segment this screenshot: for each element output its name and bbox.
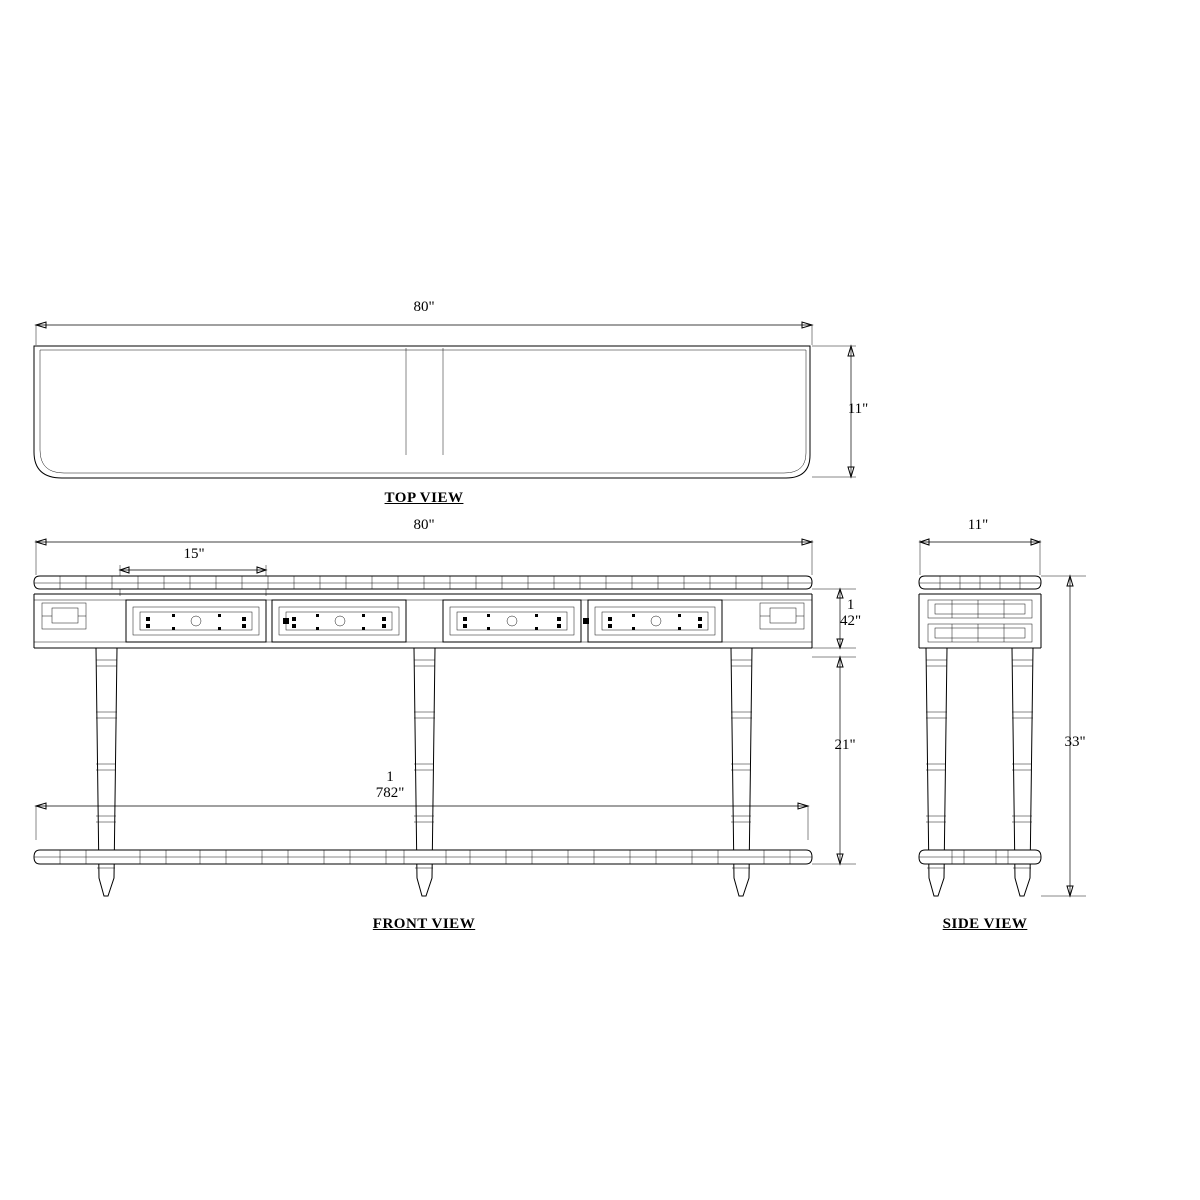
dim-shelf-height: 21" xyxy=(834,737,856,753)
label-front-view: FRONT VIEW xyxy=(372,916,476,932)
front-view-geometry xyxy=(34,539,856,896)
dim-stretcher-span: 1 782" xyxy=(375,769,405,801)
top-view-geometry xyxy=(34,322,856,478)
dim-overall-height: 33" xyxy=(1064,734,1086,750)
dim-front-width: 80" xyxy=(413,517,435,533)
dim-top-depth: 11" xyxy=(847,401,869,417)
side-view-geometry xyxy=(919,539,1086,896)
dim-top-width: 80" xyxy=(413,299,435,315)
label-top-view: TOP VIEW xyxy=(384,490,464,506)
dim-apron-height: 1 42" xyxy=(840,597,862,629)
dim-drawer-width: 15" xyxy=(183,546,205,562)
label-side-view: SIDE VIEW xyxy=(942,916,1028,932)
dim-side-depth: 11" xyxy=(967,517,989,533)
